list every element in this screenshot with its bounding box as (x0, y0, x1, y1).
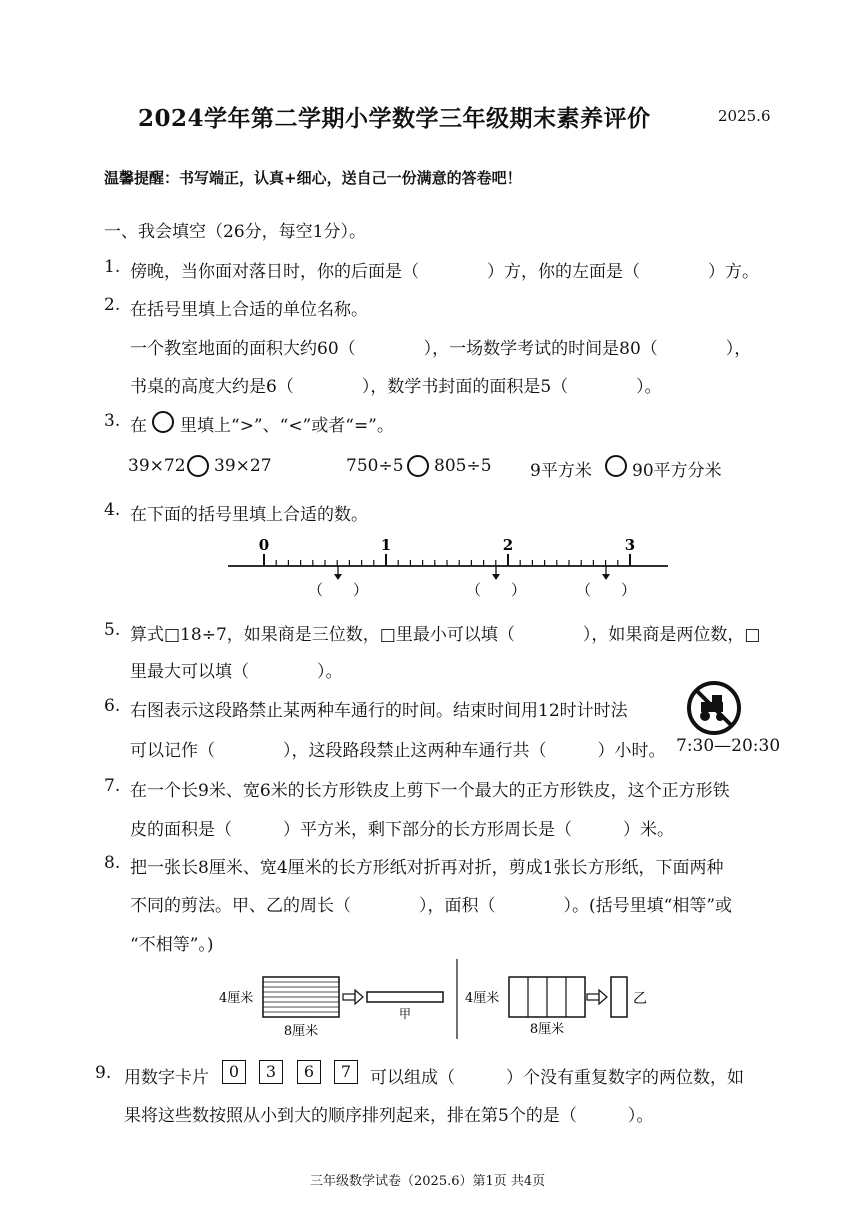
sign-time: 7:30—20:30 (676, 736, 781, 756)
question-9-text-a: 用数字卡片 (124, 1068, 209, 1088)
tick-label: 3 (624, 536, 636, 554)
page-footer: 三年级数学试卷（2025.6）第1页 共4页 (310, 1174, 546, 1189)
arrow-icon (602, 566, 610, 580)
width-label: 4厘米 (465, 991, 500, 1006)
tick-label: 0 (258, 536, 270, 554)
question-6-line-1: 右图表示这段路禁止某两种车通行的时间。结束时间用12时计时法 (130, 701, 628, 721)
question-2-line-1: 在括号里填上合适的单位名称。 (130, 300, 368, 320)
shape-a-label: 甲 (398, 1007, 412, 1021)
paper-cutting-figure (215, 955, 665, 1040)
expr-3-right: 90平方分米 (632, 461, 722, 481)
answer-blank[interactable]: （ ） (465, 581, 527, 599)
question-8-line-2: 不同的剪法。甲、乙的周长（ ），面积（ ）。(括号里填“相等”或 (130, 896, 733, 916)
width-label: 4厘米 (219, 991, 254, 1006)
compare-circle-1[interactable] (187, 455, 209, 477)
question-number: 2. (104, 295, 121, 315)
question-3-text-a: 在 (130, 416, 147, 436)
strip-a (367, 992, 443, 1002)
question-5-line-1: 算式□18÷7，如果商是三位数，□里最小可以填（ ），如果商是两位数，□ (130, 625, 761, 645)
right-arrow-icon (343, 990, 363, 1004)
question-8-line-3: “不相等”。) (130, 935, 214, 955)
digit-card: 0 (222, 1060, 246, 1084)
expr-1-left: 39×72 (128, 456, 186, 476)
question-number: 7. (104, 776, 121, 796)
question-number: 8. (104, 853, 121, 873)
number-line (220, 530, 680, 605)
arrow-icon (334, 566, 342, 580)
question-8-line-1: 把一张长8厘米、宽4厘米的长方形纸对折再对折，剪成1张长方形纸，下面两种 (130, 858, 724, 878)
question-2-line-2: 一个教室地面的面积大约60（ ），一场数学考试的时间是80（ ）， (130, 339, 752, 359)
question-7-line-2: 皮的面积是（ ）平方米，剩下部分的长方形周长是（ ）米。 (130, 820, 674, 840)
question-number: 4. (104, 500, 121, 520)
no-tractor-sign-icon (686, 680, 742, 736)
section-heading: 一、我会填空（26分，每空1分）。 (104, 222, 366, 242)
answer-blank[interactable]: （ ） (575, 581, 637, 599)
expr-2-right: 805÷5 (434, 456, 492, 476)
digit-card: 3 (259, 1060, 283, 1084)
question-7-line-1: 在一个长9米、宽6米的长方形铁皮上剪下一个最大的正方形铁皮，这个正方形铁 (130, 781, 730, 801)
compare-circle-icon (152, 411, 174, 433)
length-label: 8厘米 (529, 1022, 565, 1037)
question-number: 9. (95, 1063, 112, 1083)
question-number: 6. (104, 696, 121, 716)
reminder-text: 温馨提醒：书写端正，认真+细心，送自己一份满意的答卷吧！ (104, 169, 522, 187)
question-number: 1. (104, 257, 121, 277)
page-title: 2024学年第二学期小学数学三年级期末素养评价 (138, 105, 651, 132)
question-number: 5. (104, 620, 121, 640)
compare-circle-3[interactable] (605, 455, 627, 477)
expr-1-right: 39×27 (214, 456, 272, 476)
digit-card: 6 (297, 1060, 321, 1084)
question-3-text-b: 里填上“>”、“<”或者“=”。 (180, 416, 394, 436)
arrow-icon (492, 566, 500, 580)
question-number: 3. (104, 411, 121, 431)
tick-label: 2 (502, 536, 514, 554)
question-9-text-b: 可以组成（ ）个没有重复数字的两位数，如 (370, 1068, 744, 1088)
question-5-line-2: 里最大可以填（ ）。 (130, 662, 343, 682)
digit-card: 7 (334, 1060, 358, 1084)
right-arrow-icon (587, 990, 607, 1004)
answer-blank[interactable]: （ ） (307, 581, 369, 599)
question-4-text: 在下面的括号里填上合适的数。 (130, 505, 368, 525)
expr-2-left: 750÷5 (346, 456, 404, 476)
question-2-line-3: 书桌的高度大约是6（ ），数学书封面的面积是5（ ）。 (130, 377, 662, 397)
compare-circle-2[interactable] (407, 455, 429, 477)
tick-label: 1 (380, 536, 392, 554)
question-9-line-2: 果将这些数按照从小到大的顺序排列起来，排在第5个的是（ ）。 (124, 1106, 654, 1126)
question-1-text: 傍晚，当你面对落日时，你的后面是（ ）方，你的左面是（ ）方。 (130, 262, 759, 282)
shape-b-label: 乙 (633, 991, 647, 1007)
expr-3-left: 9平方米 (530, 461, 592, 481)
question-6-line-2: 可以记作（ ），这段路段禁止这两种车通行共（ ）小时。 (130, 741, 666, 761)
length-label: 8厘米 (283, 1024, 319, 1039)
strip-b (611, 977, 627, 1017)
exam-date: 2025.6 (718, 107, 771, 125)
